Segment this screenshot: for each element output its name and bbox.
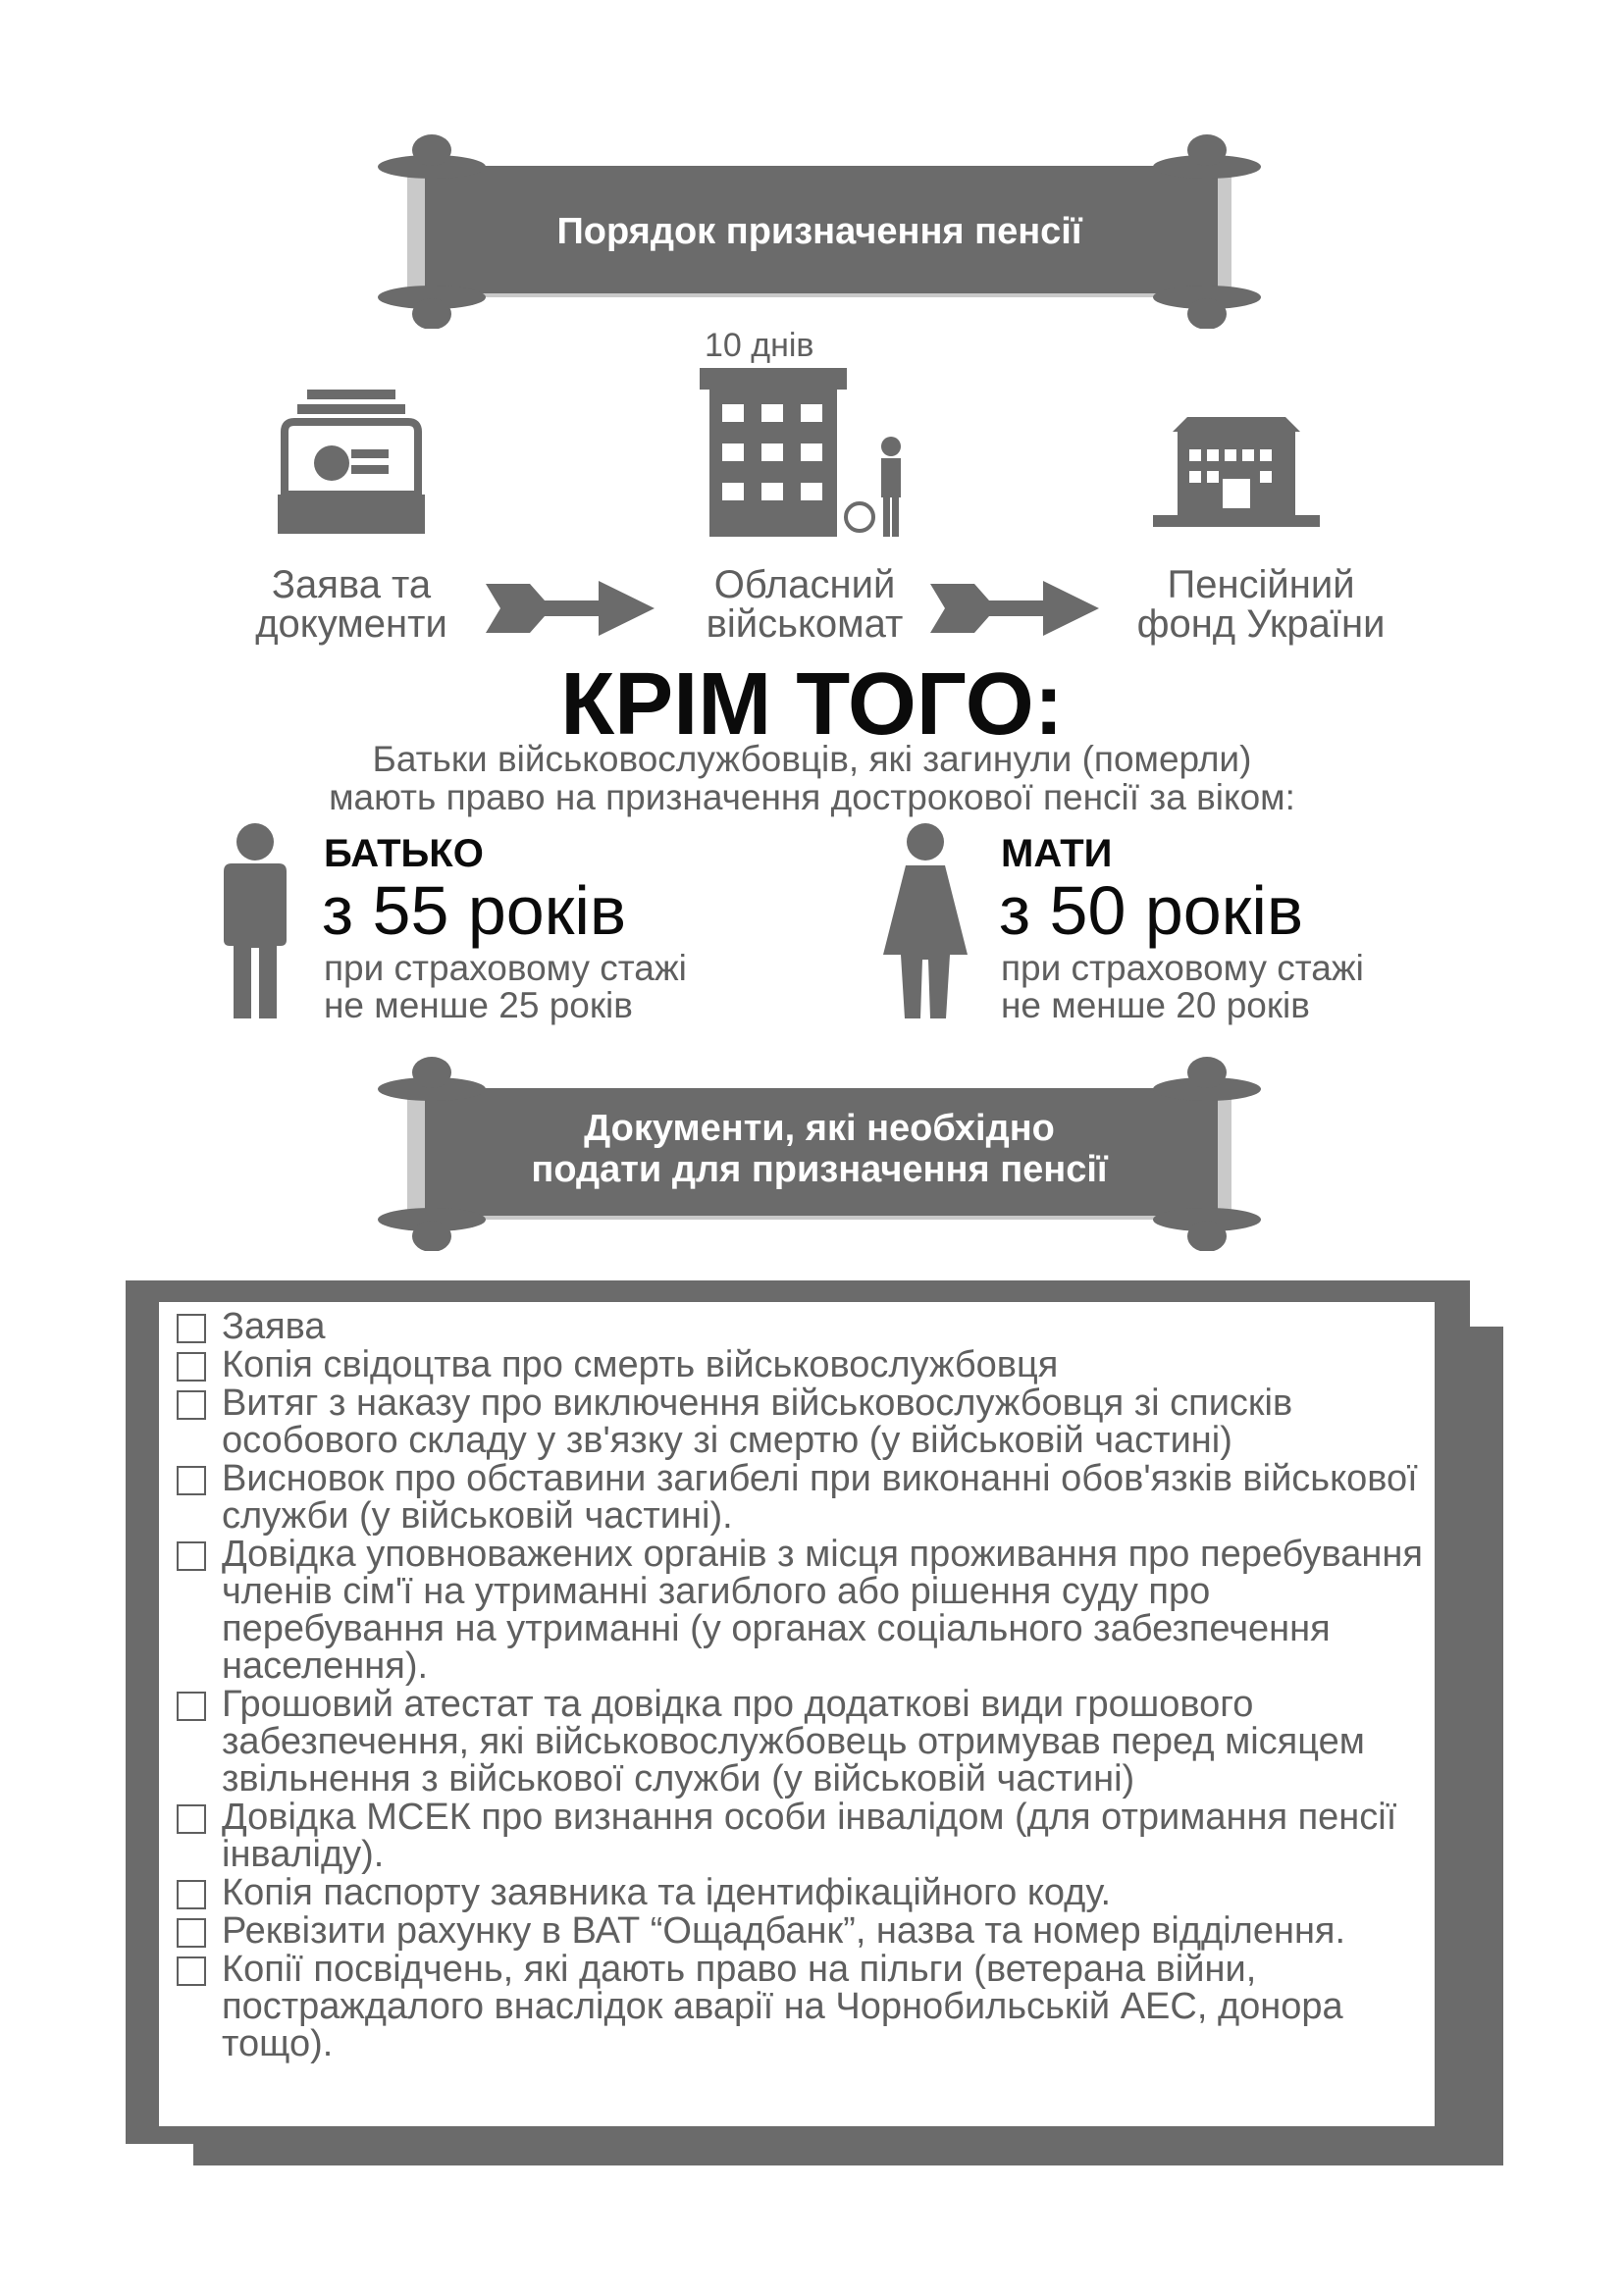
office-building-icon [695,368,930,545]
flow-step-1-line1: Заява та [271,563,432,606]
besides-intro-line2: мають право на призначення дострокової пенсії за віком: [329,777,1295,817]
banner-documents-line2: подати для призначення пенсії [531,1149,1108,1190]
banner-title [378,132,1261,329]
checkbox[interactable] [177,1352,206,1382]
checkbox[interactable] [177,1466,206,1495]
flow-step-1-line2: документи [255,602,447,646]
checkbox[interactable] [177,1692,206,1721]
checklist-item [177,1799,1442,1873]
banner-documents [378,1055,1261,1251]
banner-documents-line1: Документи, які необхідно [584,1108,1055,1149]
mother-age: з 50 років [999,872,1304,949]
male-person-icon [216,822,294,1023]
checklist-item [177,1536,1442,1685]
flow-step-2-line1: Обласний [713,563,896,606]
flow-step-3-line1: Пенсійний [1167,563,1355,606]
father-title: БАТЬКО [324,832,484,875]
checkbox[interactable] [177,1541,206,1571]
checklist-item [177,1874,1442,1911]
mother-condition-line1: при страховому стажі [1001,948,1364,988]
checklist-item [177,1686,1442,1798]
father-condition-line1: при страховому стажі [324,948,687,988]
female-person-icon [881,822,969,1023]
checkbox[interactable] [177,1880,206,1909]
besides-heading: КРІМ ТОГО: [560,655,1064,754]
checklist-item-text: Заява [222,1306,326,1347]
father-condition-line2: не менше 25 років [324,985,633,1025]
flow-step-1-label [224,565,479,644]
checklist-item [177,1384,1442,1459]
checkbox[interactable] [177,1314,206,1343]
checkbox[interactable] [177,1956,206,1986]
arrow-right-icon [930,579,1102,638]
mother-title: МАТИ [1001,832,1113,875]
pension-fund-building-icon [1148,412,1325,540]
flow-step-2-line2: військомат [706,602,904,646]
checklist-item [177,1951,1442,2062]
flow-step-3-line2: фонд України [1136,602,1386,646]
flow-step-2-label [677,565,932,644]
checklist-item-text: Висновок про обставини загибелі при виконанні обов'язків військової служби (у військовій частині). [222,1458,1418,1537]
documents-checklist [177,1308,1442,2063]
checkbox[interactable] [177,1804,206,1834]
checklist-item [177,1460,1442,1535]
checklist-item [177,1346,1442,1383]
checklist-item-text: Витяг з наказу про виключення військовослужбовця зі списків особового складу у зв'язку зі смертю (у військовій частині) [222,1382,1293,1461]
checklist-item-text: Копія свідоцтва про смерть військовослужбовця [222,1344,1059,1385]
checklist-item [177,1912,1442,1950]
checklist-item-text: Грошовий атестат та довідка про додаткові види грошового забезпечення, які військовослужбовець отримував перед місяцем звільнення з військової служби (у військовій частині) [222,1684,1365,1799]
arrow-right-icon [486,579,657,638]
checklist-item-text: Копія паспорту заявника та ідентифікаційного коду. [222,1872,1112,1913]
checkbox[interactable] [177,1918,206,1948]
banner-title-text: Порядок призначення пенсії [556,211,1082,252]
days-label: 10 днів [705,327,814,364]
checkbox[interactable] [177,1390,206,1420]
checklist-item-text: Копії посвідчень, які дають право на пільги (ветерана війни, постраждалого внаслідок аварії на Чорнобильській АЕС, донора тощо). [222,1949,1343,2064]
besides-intro-line1: Батьки військовослужбовців, які загинули (померли) [372,739,1252,779]
checklist-item [177,1308,1442,1345]
flow-step-3-label [1114,565,1408,644]
documents-icon [273,385,430,542]
checklist-item-text: Довідка МСЕК про визнання особи інвалідом (для отримання пенсії інваліду). [222,1797,1397,1875]
mother-condition-line2: не менше 20 років [1001,985,1310,1025]
father-age: з 55 років [322,872,627,949]
checklist-item-text: Реквізити рахунку в ВАТ “Ощадбанк”, назва та номер відділення. [222,1910,1346,1952]
checklist-item-text: Довідка уповноважених органів з місця проживання про перебування членів сім'ї на утриманні загиблого або рішення суду про перебування на утриманні (у органах соціального забезпечення населення). [222,1534,1423,1687]
